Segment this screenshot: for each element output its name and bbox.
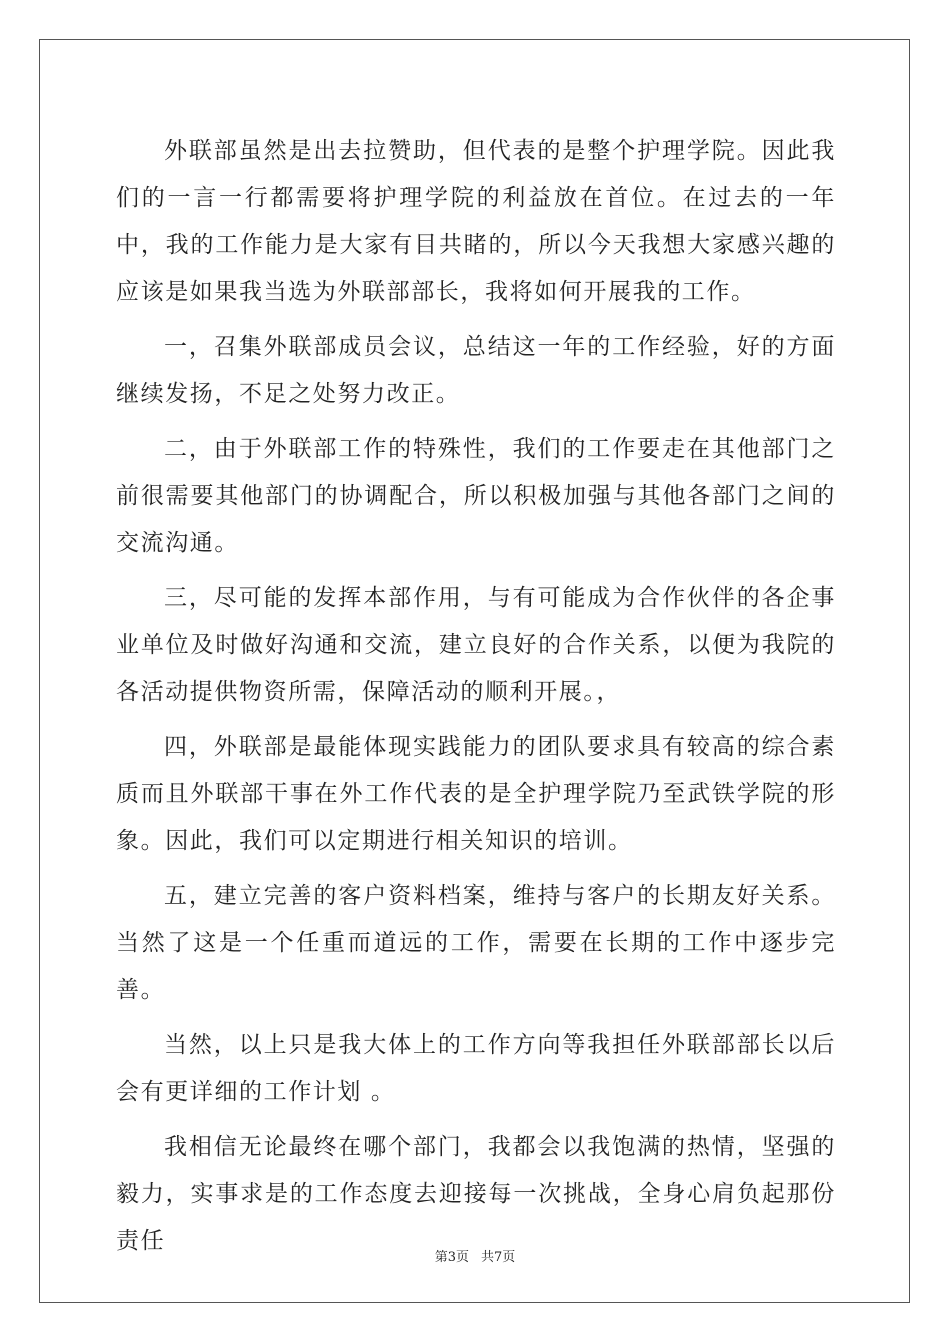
page-total: 共7页: [481, 1250, 516, 1265]
paragraph: 一，召集外联部成员会议，总结这一年的工作经验，好的方面继续发扬，不足之处努力改正。: [116, 334, 836, 407]
paragraph: 当然，以上只是我大体上的工作方向等我担任外联部部长以后会有更详细的工作计划 。: [116, 1032, 836, 1105]
paragraph: 我相信无论最终在哪个部门，我都会以我饱满的热情，坚强的毅力，实事求是的工作态度去迎接每一次挑战，全身心肩负起那份责任: [116, 1134, 836, 1254]
page-footer: [0, 1246, 950, 1265]
paragraph: 五，建立完善的客户资料档案，维持与客户的长期友好关系。当然了这是一个任重而道远的工作，需要在长期的工作中逐步完善。: [116, 883, 836, 1003]
paragraph: 三，尽可能的发挥本部作用，与有可能成为合作伙伴的各企事业单位及时做好沟通和交流，建立良好的合作关系，以便为我院的各活动提供物资所需，保障活动的顺利开展。，: [116, 585, 836, 705]
page-number: 第3页: [434, 1250, 469, 1265]
document-body: [116, 128, 836, 1273]
paragraph: 四，外联部是最能体现实践能力的团队要求具有较高的综合素质而且外联部干事在外工作代表的是全护理学院乃至武铁学院的形象。因此，我们可以定期进行相关知识的培训。: [116, 734, 836, 854]
paragraph: 二，由于外联部工作的特殊性，我们的工作要走在其他部门之前很需要其他部门的协调配合，所以积极加强与其他各部门之间的交流沟通。: [116, 436, 836, 556]
paragraph: 外联部虽然是出去拉赞助，但代表的是整个护理学院。因此我们的一言一行都需要将护理学院的利益放在首位。在过去的一年中，我的工作能力是大家有目共睹的，所以今天我想大家感兴趣的应该是如果我当选为外联部部长，我将如何开展我的工作。: [116, 138, 836, 305]
